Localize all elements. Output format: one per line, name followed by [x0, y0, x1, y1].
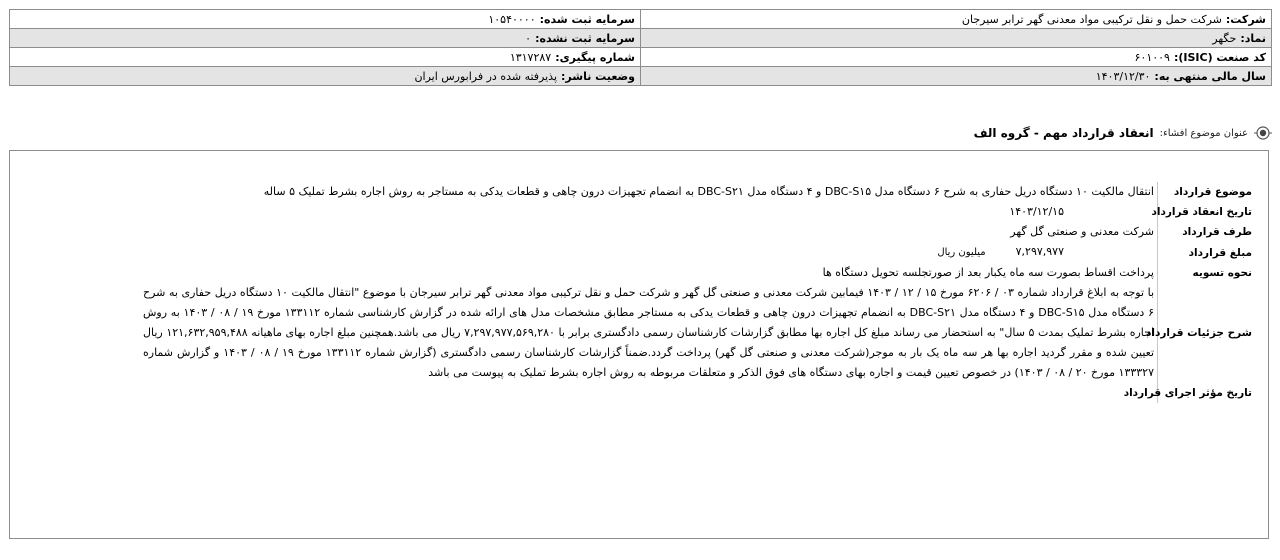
unregistered-capital-label: سرمایه ثبت نشده:: [535, 31, 635, 45]
contract-amount-unit: میلیون ریال: [937, 247, 986, 258]
contract-details-row: [143, 283, 1252, 383]
contract-amount-label: مبلغ قرارداد: [1188, 246, 1252, 259]
company-value: شرکت حمل و نقل ترکیبی مواد معدنی گهر ترابر سیرجان: [961, 12, 1222, 26]
contract-date-label: تاریخ انعقاد قرارداد: [1151, 206, 1252, 218]
contract-subject-value: انتقال مالکیت ۱۰ دستگاه دریل حفاری به شرح ۶ دستگاه مدل DBC-S۱۵ و ۴ دستگاه مدل DBC-S۲۱ به انضمام تجهیزات درون چاهی و قطعات یدکی به مستاجر به روش اجاره بشرط تملیک ۵ ساله: [143, 182, 1158, 202]
settlement-row: [143, 263, 1252, 283]
fiscal-year-row: [10, 67, 1272, 86]
contract-date-cell: [143, 202, 1158, 222]
contract-amount-cell: [143, 242, 1158, 263]
isic-label: کد صنعت (ISIC):: [1173, 50, 1266, 64]
company-label: شرکت:: [1225, 12, 1266, 26]
effective-date-row: [143, 383, 1252, 403]
target-icon: [1254, 124, 1272, 142]
symbol-label: نماد:: [1240, 31, 1266, 45]
company-info-table: [9, 9, 1272, 86]
subject-label: عنوان موضوع افشاء:: [1159, 127, 1248, 139]
contract-subject-label: موضوع قرارداد: [1173, 186, 1252, 198]
disclosure-subject: [974, 124, 1272, 142]
tracking-number-label: شماره پیگیری:: [555, 50, 635, 64]
effective-date-value: [143, 383, 1158, 403]
contract-amount-row: [143, 242, 1252, 263]
contract-amount-value: ۷,۲۹۷,۹۷۷: [1015, 245, 1064, 258]
contract-date-row: [143, 202, 1252, 222]
publisher-status-value: پذیرفته شده در فرابورس ایران: [414, 69, 558, 83]
isic-value: ۶۰۱۰۰۹: [1134, 50, 1170, 64]
unregistered-capital-value: ۰: [525, 31, 532, 45]
contract-details-box: [9, 150, 1269, 539]
settlement-value: پرداخت اقساط بصورت سه ماه یکبار بعد از صورتجلسه تحویل دستگاه ها: [143, 263, 1158, 283]
contract-party-value: شرکت معدنی و صنعتی گل گهر: [143, 222, 1158, 242]
contract-party-row: [143, 222, 1252, 242]
publisher-status-label: وضعیت ناشر:: [561, 69, 635, 83]
registered-capital-label: سرمایه ثبت شده:: [539, 12, 635, 26]
contract-party-label: طرف قرارداد: [1182, 226, 1252, 238]
symbol-value: حگهر: [1212, 31, 1237, 45]
contract-details-label: شرح جزئیات قرارداد: [1146, 327, 1252, 339]
effective-date-label: تاریخ مؤثر اجرای قرارداد: [1123, 387, 1252, 399]
contract-date-value: ۱۴۰۳/۱۲/۱۵: [1009, 205, 1064, 218]
symbol-row: [10, 29, 1272, 48]
subject-value: انعقاد قرارداد مهم - گروه الف: [973, 126, 1154, 140]
settlement-label: نحوه تسویه: [1192, 267, 1252, 279]
company-row: [10, 10, 1272, 29]
tracking-number-value: ۱۳۱۷۲۸۷: [509, 50, 552, 64]
contract-fields: [143, 182, 1252, 403]
isic-row: [10, 48, 1272, 67]
fiscal-year-value: ۱۴۰۳/۱۲/۳۰: [1095, 69, 1151, 83]
fiscal-year-label: سال مالی منتهی به:: [1154, 69, 1266, 83]
registered-capital-value: ۱۰۵۴۰۰۰۰: [488, 12, 536, 26]
contract-details-value: با توجه به ابلاغ قرارداد شماره ۰۳ / ۶۲۰۶ مورخ ۱۵ / ۱۲ / ۱۴۰۳ فیمابین شرکت معدنی و صنعتی گل گهر و شرکت حمل و نقل ترکیبی مواد معدنی گهر ترابر سیرجان با موضوع "انتقال مالکیت ۱۰ دستگاه دریل حفاری به شرح ۶ دستگاه مدل DBC-S۱۵ و ۴ دستگاه مدل DBC-S۲۱ به انضمام تجهیزات درون چاهی و قطعات یدکی به مستاجر مطابق مشخصات مدل های ارائه شده در گزارش کارشناسی شماره ۱۳۳۱۱۲ مورخ ۱۹ / ۰۸ / ۱۴۰۳ به روش اجاره بشرط تملیک بمدت ۵ سال" به استحضار می رساند مبلغ کل اجاره بها مطابق گزارشات کارشناسان رسمی دادگستری برابر با ۷,۲۹۷,۹۷۷,۵۶۹,۲۸۰ ریال می باشد.همچنین مبلغ اجاره بهای ماهیانه ۱۲۱,۶۳۲,۹۵۹,۴۸۸ ریال تعیین شده و مقرر گردید اجاره بها هر سه ماه یک بار به موجر(شرکت معدنی و صنعتی گل گهر) پرداخت گردد.ضمناً گزارشات کارشناسان رسمی دادگستری (گزارش شماره ۱۳۳۱۱۲ مورخ ۱۹ / ۰۸ / ۱۴۰۳ و گزارش شماره ۱۳۳۳۲۷ مورخ ۲۰ / ۰۸ / ۱۴۰۳) در خصوص تعیین قیمت و اجاره بهای دستگاه های فوق الذکر و متعلقات مربوطه به روش اجاره بشرط تملیک به پیوست می باشد: [143, 283, 1158, 383]
contract-subject-row: [143, 182, 1252, 202]
